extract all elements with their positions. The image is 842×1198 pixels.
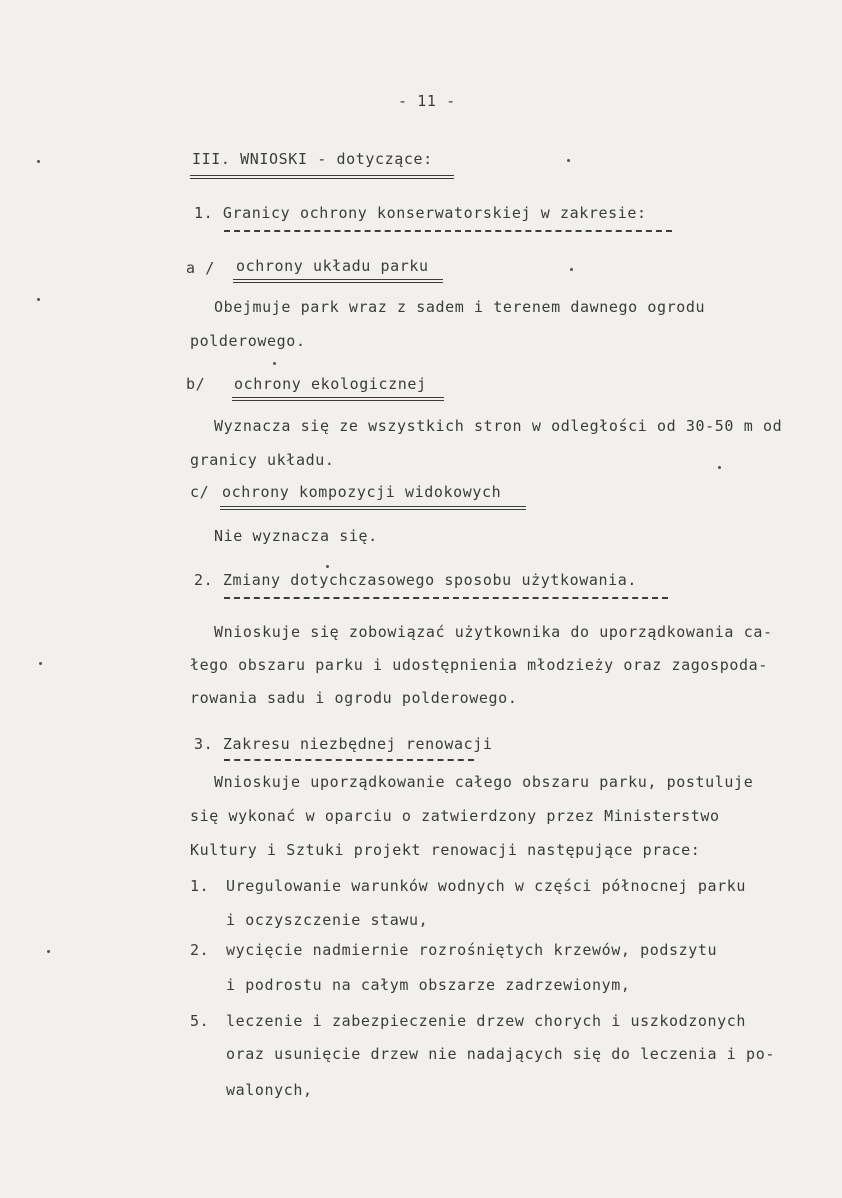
item-c-underline: [220, 506, 526, 510]
scan-speck: [718, 466, 721, 469]
item-b-text-1: Wyznacza się ze wszystkich stron w odległości od 30-50 m od: [214, 417, 783, 435]
work-item-1-line-1: Uregulowanie warunków wodnych w części północnej parku: [226, 877, 747, 895]
item-b-marker: b/: [186, 375, 206, 393]
scan-speck: [570, 268, 573, 271]
work-item-2-line-1: wycięcie nadmiernie rozrośniętych krzewów, podszytu: [226, 941, 718, 959]
scan-speck: [37, 298, 40, 301]
work-item-2-line-2: i podrostu na całym obszarze zadrzewionym,: [226, 976, 631, 994]
work-item-3-number: 5.: [190, 1012, 210, 1030]
item-a-title: ochrony układu parku: [236, 257, 429, 275]
section-2-underline: [224, 597, 668, 599]
item-a-marker: a /: [186, 259, 215, 277]
item-b-text-2: granicy układu.: [190, 451, 335, 469]
section-3-text-3: Kultury i Sztuki projekt renowacji następujące prace:: [190, 841, 701, 859]
section-3-text-2: się wykonać w oparciu o zatwierdzony przez Ministerstwo: [190, 807, 720, 825]
page-number: - 11 -: [398, 92, 456, 110]
item-a-underline: [233, 279, 443, 283]
heading-underline: [190, 175, 454, 179]
work-item-3-line-2: oraz usunięcie drzew nie nadających się do leczenia i po-: [226, 1045, 775, 1063]
scan-speck: [567, 159, 570, 162]
scan-speck: [326, 565, 329, 568]
work-item-3-line-1: leczenie i zabezpieczenie drzew chorych i uszkodzonych: [226, 1012, 747, 1030]
work-item-1-number: 1.: [190, 877, 210, 895]
item-b-underline: [232, 397, 444, 401]
scan-speck: [47, 950, 50, 953]
section-1-title: 1. Granicy ochrony konserwatorskiej w zakresie:: [194, 204, 647, 222]
section-3-underline: [224, 759, 474, 761]
item-c-title: ochrony kompozycji widokowych: [222, 483, 502, 501]
item-b-title: ochrony ekologicznej: [234, 375, 427, 393]
work-item-3-line-3: walonych,: [226, 1081, 313, 1099]
section-2-text-3: rowania sadu i ogrodu polderowego.: [190, 689, 518, 707]
section-3-text-1: Wnioskuje uporządkowanie całego obszaru parku, postuluje: [214, 773, 754, 791]
section-2-title: 2. Zmiany dotychczasowego sposobu użytkowania.: [194, 571, 638, 589]
item-a-text-2: polderowego.: [190, 332, 306, 350]
section-2-text-2: łego obszaru parku i udostępnienia młodzieży oraz zagospoda-: [190, 656, 768, 674]
work-item-2-number: 2.: [190, 941, 210, 959]
item-c-text: Nie wyznacza się.: [214, 527, 378, 545]
section-2-text-1: Wnioskuje się zobowiązać użytkownika do uporządkowania ca-: [214, 623, 773, 641]
section-heading: III. WNIOSKI - dotyczące:: [192, 150, 433, 168]
scan-speck: [273, 362, 276, 365]
item-a-text-1: Obejmuje park wraz z sadem i terenem dawnego ogrodu: [214, 298, 706, 316]
item-c-marker: c/: [190, 483, 210, 501]
scan-speck: [39, 662, 42, 665]
work-item-1-line-2: i oczyszczenie stawu,: [226, 911, 429, 929]
section-3-title: 3. Zakresu niezbędnej renowacji: [194, 735, 493, 753]
section-1-underline: [224, 230, 672, 232]
scan-speck: [37, 160, 40, 163]
